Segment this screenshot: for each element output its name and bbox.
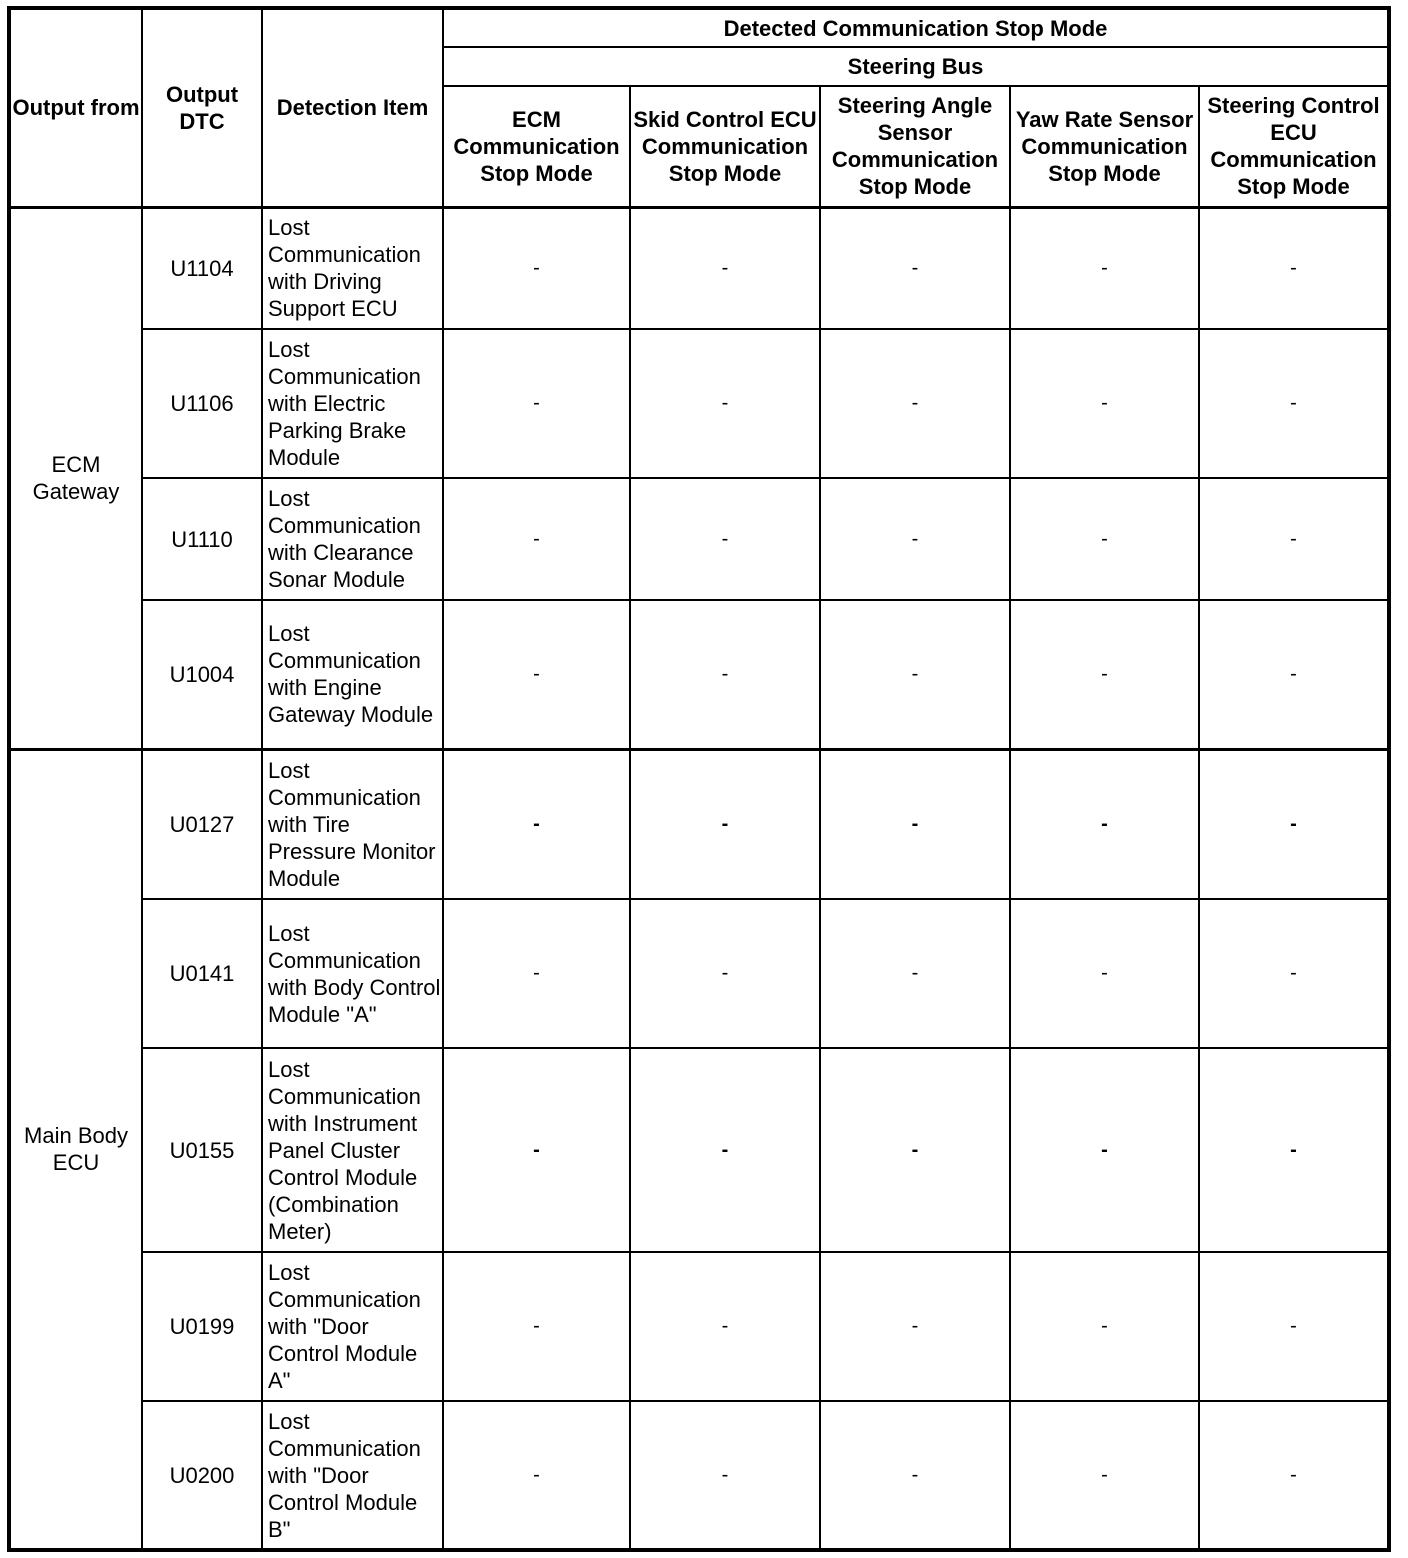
mode-value: - <box>630 899 820 1048</box>
mode-value: - <box>630 600 820 749</box>
output-from-cell: Main Body ECU <box>9 749 142 1550</box>
mode-value: - <box>820 1048 1010 1252</box>
mode-value: - <box>1010 207 1199 329</box>
mode-value: - <box>1199 207 1389 329</box>
dtc-code: U1106 <box>142 329 262 478</box>
mode-value: - <box>1010 600 1199 749</box>
mode-value: - <box>1010 478 1199 600</box>
mode-value: - <box>1199 478 1389 600</box>
mode-value: - <box>1199 600 1389 749</box>
mode-value: - <box>820 600 1010 749</box>
detection-item: Lost Communication with "Door Control Module B" <box>262 1401 443 1550</box>
mode-value: - <box>443 1252 630 1401</box>
mode-value: - <box>1199 1048 1389 1252</box>
mode-value: - <box>1199 899 1389 1048</box>
mode-value: - <box>630 1048 820 1252</box>
detection-item: Lost Communication with Driving Support ECU <box>262 207 443 329</box>
detection-item: Lost Communication with Electric Parking Brake Module <box>262 329 443 478</box>
table-row <box>9 600 1389 749</box>
mode-value: - <box>820 899 1010 1048</box>
table-row <box>9 1048 1389 1252</box>
detection-item: Lost Communication with Clearance Sonar Module <box>262 478 443 600</box>
dtc-code: U0199 <box>142 1252 262 1401</box>
header-steering-bus: Steering Bus <box>443 47 1389 86</box>
header-mode-skid-control: Skid Control ECU Communication Stop Mode <box>630 86 820 207</box>
header-mode-ecm: ECM Communication Stop Mode <box>443 86 630 207</box>
table-row <box>9 1401 1389 1550</box>
mode-value: - <box>820 1401 1010 1550</box>
mode-value: - <box>820 329 1010 478</box>
mode-value: - <box>630 478 820 600</box>
mode-value: - <box>820 478 1010 600</box>
output-from-cell: ECM Gateway <box>9 207 142 749</box>
mode-value: - <box>1010 329 1199 478</box>
header-detection-item: Detection Item <box>262 8 443 207</box>
header-output-from: Output from <box>9 8 142 207</box>
table-row <box>9 749 1389 899</box>
header-mode-steering-angle: Steering Angle Sensor Communication Stop Mode <box>820 86 1010 207</box>
header-detected-mode: Detected Communication Stop Mode <box>443 8 1389 47</box>
mode-value: - <box>820 1252 1010 1401</box>
dtc-code: U0127 <box>142 749 262 899</box>
table-row <box>9 478 1389 600</box>
mode-value: - <box>443 1048 630 1252</box>
mode-value: - <box>820 749 1010 899</box>
dtc-code: U1110 <box>142 478 262 600</box>
mode-value: - <box>1010 1252 1199 1401</box>
detection-item: Lost Communication with "Door Control Module A" <box>262 1252 443 1401</box>
header-mode-yaw-rate: Yaw Rate Sensor Communication Stop Mode <box>1010 86 1199 207</box>
mode-value: - <box>630 1252 820 1401</box>
mode-value: - <box>1199 329 1389 478</box>
mode-value: - <box>1199 1252 1389 1401</box>
table-row <box>9 329 1389 478</box>
mode-value: - <box>443 478 630 600</box>
mode-value: - <box>630 207 820 329</box>
detection-item: Lost Communication with Body Control Module "A" <box>262 899 443 1048</box>
mode-value: - <box>1010 899 1199 1048</box>
table-row <box>9 899 1389 1048</box>
mode-value: - <box>443 1401 630 1550</box>
mode-value: - <box>443 329 630 478</box>
mode-value: - <box>1199 749 1389 899</box>
detection-item: Lost Communication with Engine Gateway Module <box>262 600 443 749</box>
mode-value: - <box>1010 1401 1199 1550</box>
header-output-dtc: Output DTC <box>142 8 262 207</box>
dtc-code: U0155 <box>142 1048 262 1252</box>
mode-value: - <box>630 749 820 899</box>
detection-item: Lost Communication with Instrument Panel Cluster Control Module (Combination Meter) <box>262 1048 443 1252</box>
mode-value: - <box>1010 1048 1199 1252</box>
dtc-table <box>7 6 1391 1552</box>
mode-value: - <box>1199 1401 1389 1550</box>
mode-value: - <box>1010 749 1199 899</box>
mode-value: - <box>443 600 630 749</box>
table-row <box>9 1252 1389 1401</box>
dtc-code: U1004 <box>142 600 262 749</box>
dtc-code: U1104 <box>142 207 262 329</box>
mode-value: - <box>630 329 820 478</box>
header-mode-steering-control: Steering Control ECU Communication Stop Mode <box>1199 86 1389 207</box>
dtc-code: U0200 <box>142 1401 262 1550</box>
table-row <box>9 207 1389 329</box>
mode-value: - <box>820 207 1010 329</box>
mode-value: - <box>443 207 630 329</box>
mode-value: - <box>443 899 630 1048</box>
dtc-code: U0141 <box>142 899 262 1048</box>
detection-item: Lost Communication with Tire Pressure Monitor Module <box>262 749 443 899</box>
mode-value: - <box>630 1401 820 1550</box>
mode-value: - <box>443 749 630 899</box>
